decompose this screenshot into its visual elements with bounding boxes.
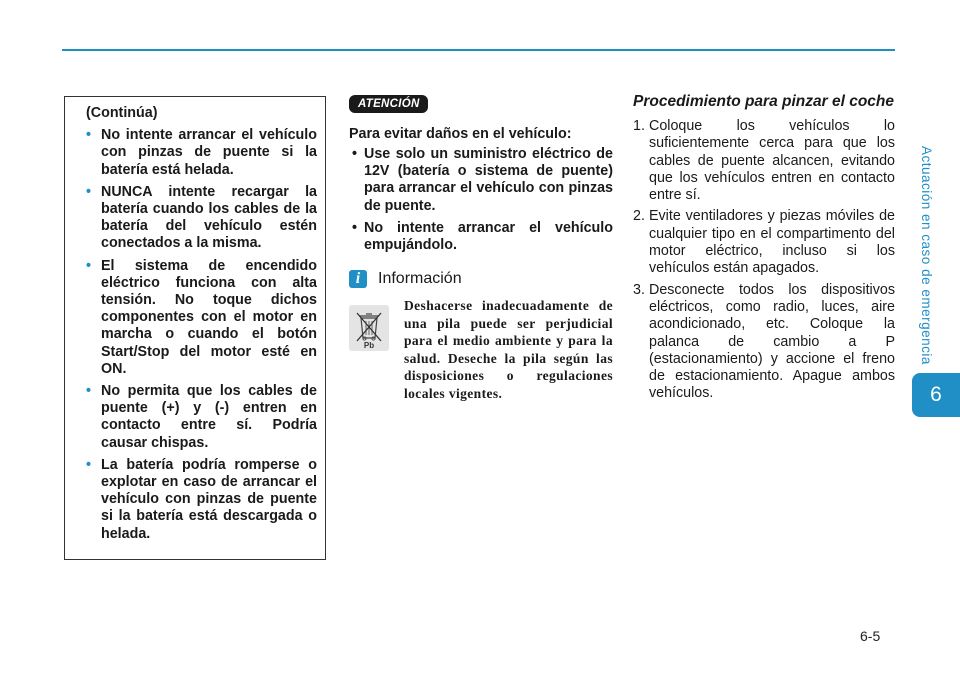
bullet-icon: • xyxy=(86,456,92,473)
info-icon: i xyxy=(349,270,367,288)
bullet-icon: • xyxy=(86,383,92,400)
procedure-step: 3. Desconecte todos los dispositivos eléctricos, como radio, luces, aire acondicionado, etc. Coloque la palanca de cambio a P (estacionamiento) y accione el freno de estacionamiento. Apague ambos vehículos. xyxy=(633,281,895,402)
warning-bullet: • El sistema de encendido eléctrico funciona con alta tensión. No toque dichos componentes con el motor en marcha o cuando el botón Start/Stop del motor esté en ON. xyxy=(86,257,317,377)
warning-bullet: • NUNCA intente recargar la batería cuando los cables de la batería del vehículo estén conectados a la misma. xyxy=(86,183,317,252)
crossed-bin-icon xyxy=(349,305,389,351)
attention-column xyxy=(349,94,613,402)
attention-list xyxy=(349,146,613,254)
header-rule xyxy=(62,49,895,51)
continued-label: (Continúa) xyxy=(86,105,158,121)
procedure-step: 2. Evite ventiladores y piezas móviles de cualquier tipo en el compartimento del motor eléctrico, incluso si los vehículos están apagados. xyxy=(633,208,895,277)
procedure-title: Procedimiento para pinzar el coche xyxy=(633,93,894,110)
warning-bullet: • No intente arrancar el vehículo con pinzas de puente si la batería está helada. xyxy=(86,127,317,178)
bin-label: Pb xyxy=(363,341,375,351)
procedure-step: 1. Coloque los vehículos lo suficientemente cerca para que los cables de puente alcancen, evitando que los vehículos entren en contacto entre sí. xyxy=(633,118,895,204)
attention-item: • No intente arrancar el vehículo empujándolo. xyxy=(352,219,613,254)
procedure-column xyxy=(633,93,895,407)
chapter-tab: 6 xyxy=(912,373,960,417)
bullet-icon: • xyxy=(86,127,92,144)
attention-item: • Use solo un suministro eléctrico de 12V (batería o sistema de puente) para arrancar el vehículo con pinzas de puente. xyxy=(352,146,613,214)
info-body xyxy=(349,297,613,402)
warning-box xyxy=(64,96,326,560)
bullet-icon: • xyxy=(86,183,92,200)
attention-label: ATENCIÓN xyxy=(349,95,428,113)
bullet-icon: • xyxy=(86,257,92,274)
info-text: Deshacerse inadecuadamente de una pila puede ser perjudicial para el medio ambiente y para la salud. Deseche la pila según las disposiciones o regulaciones locales vigentes. xyxy=(404,298,613,401)
info-title: Información xyxy=(378,270,462,288)
warning-bullet: • La batería podría romperse o explotar en caso de arrancar el vehículo con pinzas de puente si la batería está descargada o helada. xyxy=(86,456,317,542)
section-title: Actuación en caso de emergencia xyxy=(919,146,934,365)
page-number: 6-5 xyxy=(860,628,881,644)
attention-intro: Para evitar daños en el vehículo: xyxy=(349,126,572,142)
warning-bullet: • No permita que los cables de puente (+) y (-) entren en contacto entre sí. Podría causar chispas. xyxy=(86,383,317,451)
info-header xyxy=(349,270,613,288)
